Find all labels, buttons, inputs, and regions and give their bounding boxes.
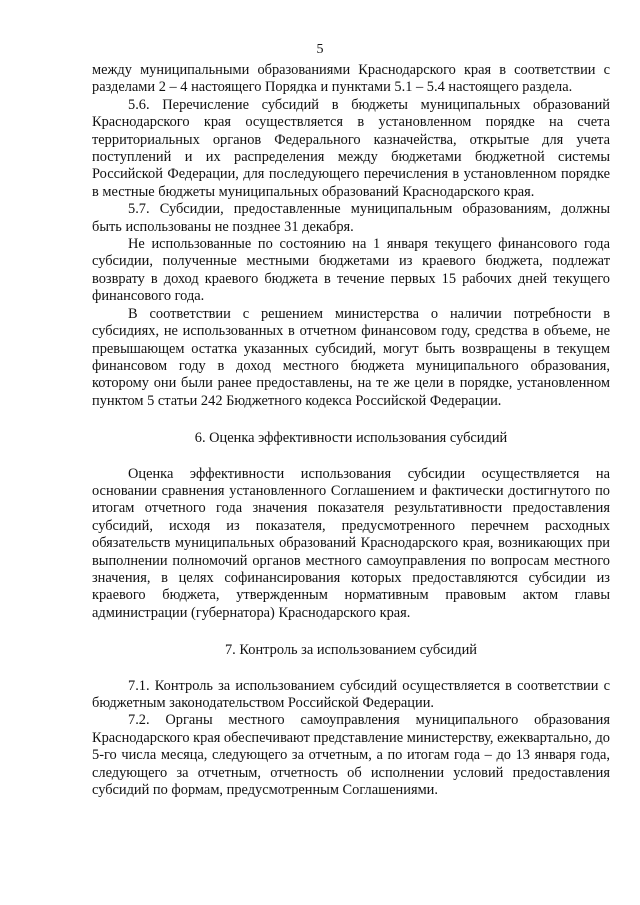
paragraph-return-subsidies: В соответствии с решением министерства о наличии потребности в субсидиях, не использованных в отчетном финансовом году, средства в объеме, не превышающем остатка указанных субсидий, могут быть возвращены в текущем финансовом году в доход местного бюджета муниципального образования, которому они были ранее предоставлены, на те же цели в порядке, установленном пунктом 5 статьи 242 Бюджетного кодекса Российской Федерации.	[92, 305, 610, 409]
paragraph-intro: между муниципальными образованиями Краснодарского края в соответствии с разделами 2 – 4 настоящего Порядка и пунктами 5.1 – 5.4 настоящего раздела.	[92, 62, 610, 96]
paragraph-unused-subsidies: Не использованные по состоянию на 1 января текущего финансового года субсидии, полученные местными бюджетами из краевого бюджета, подлежат возврату в доход краевого бюджета в течение первых 15 рабочих дней текущего финансового года.	[92, 236, 610, 305]
paragraph-7-1: 7.1. Контроль за использованием субсидий осуществляется в соответствии с бюджетным законодательством Российской Федерации.	[92, 677, 610, 711]
paragraph-5-7: 5.7. Субсидии, предоставленные муниципальным образованиям, должны быть использованы не позднее 31 декабря.	[92, 201, 610, 235]
paragraph-7-2: 7.2. Органы местного самоуправления муниципального образования Краснодарского края обеспечивают представление министерству, ежеквартально, до 5-го числа месяца, следующего за отчетным, а по итогам года – до 13 января года, следующего за отчетным, отчетность об исполнении условий предоставления субсидий по формам, предусмотренным Соглашениями.	[92, 712, 610, 799]
paragraph-6: Оценка эффективности использования субсидии осуществляется на основании сравнения установленного Соглашением и фактически достигнутого по итогам отчетного года значения показателя результативности предоставления субсидий, исходя из показателя, предусмотренного перечнем расходных обязательств муниципальных образований Краснодарского края, возникающих при выполнении полномочий органов местного самоуправления по вопросам местного значения, в целях софинансирования которых предоставляются субсидии из краевого бюджета, утвержденным нормативным правовым актом главы администрации (губернатора) Краснодарского края.	[92, 465, 610, 621]
page-number: 5	[316, 42, 324, 57]
section-7-heading: 7. Контроль за использованием субсидий	[224, 642, 477, 659]
document-body	[92, 62, 610, 799]
section-6-heading: 6. Оценка эффективности использования субсидий	[194, 430, 508, 447]
paragraph-5-6: 5.6. Перечисление субсидий в бюджеты муниципальных образований Краснодарского края осуществляется в установленном порядке на счета территориальных органов Федерального казначейства, открытые для учета поступлений и их распределения между бюджетами бюджетной системы Российской Федерации, для последующего перечисления в установленном порядке в местные бюджеты муниципальных образований Краснодарского края.	[92, 96, 610, 200]
